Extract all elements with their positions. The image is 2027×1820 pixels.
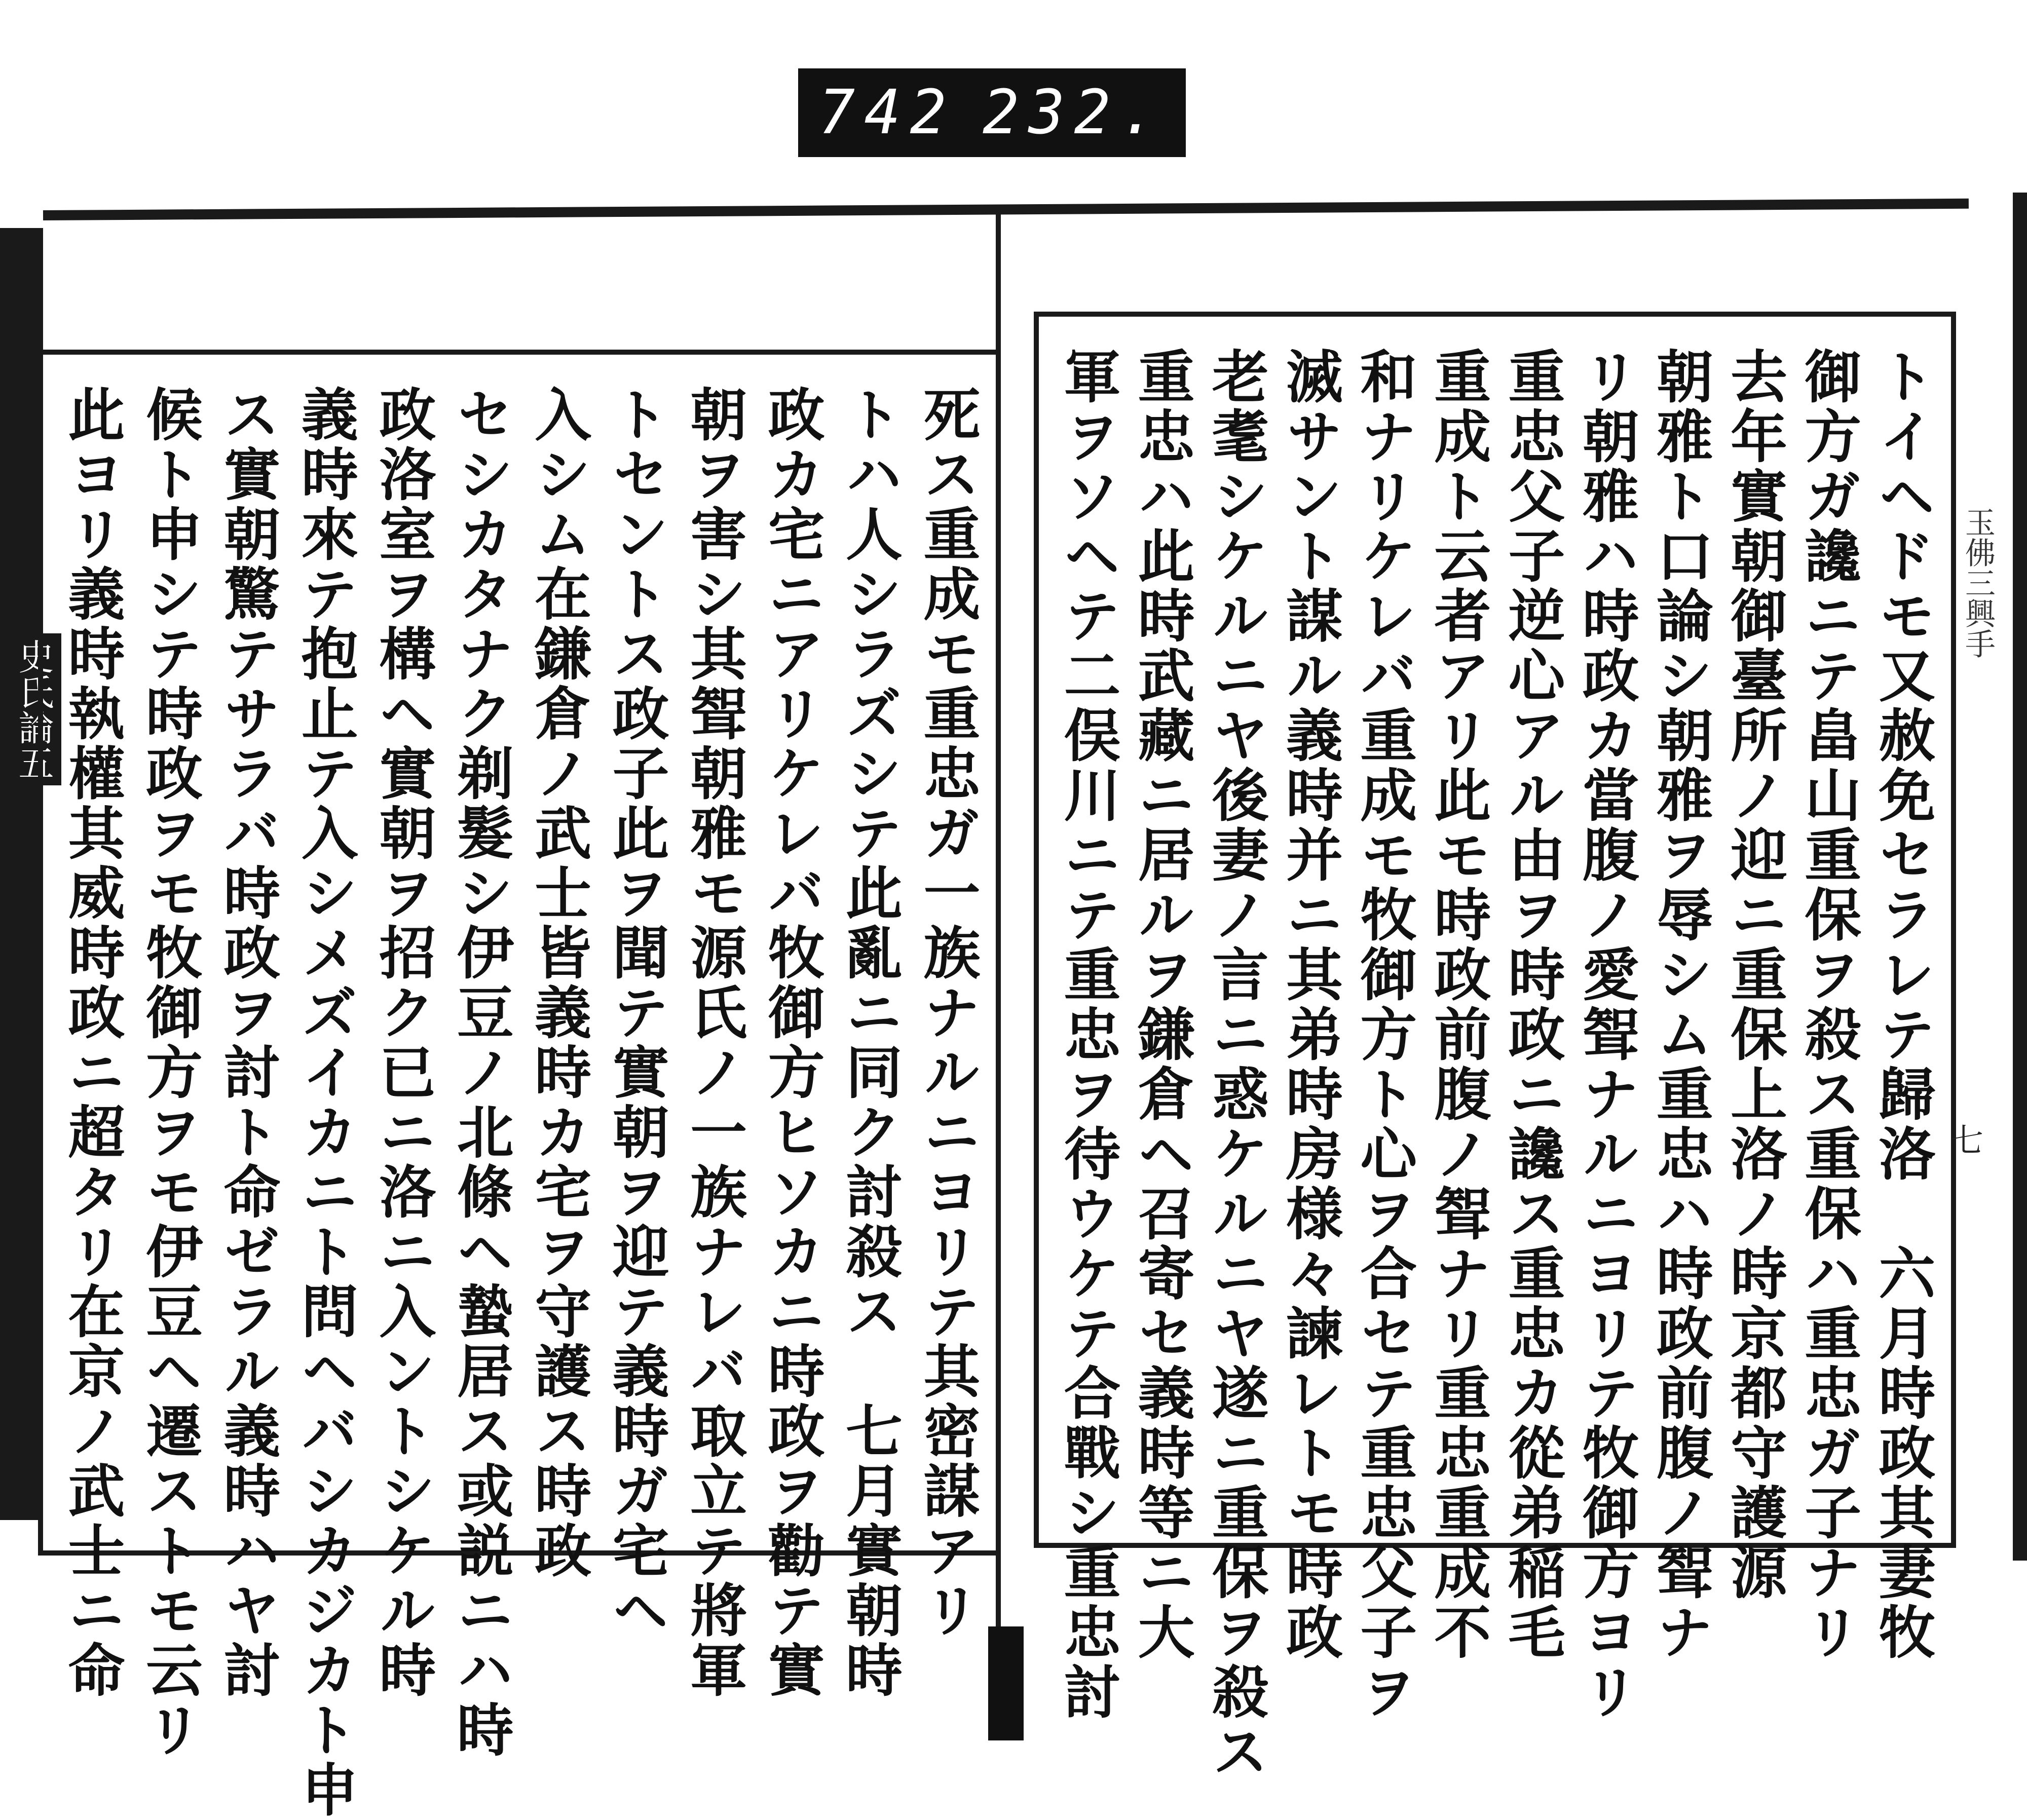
page-number: 七 [1951, 1122, 1983, 1160]
left-column-12: 此ヨリ義時執權其威時政ニ超タリ在京ノ武士ニ命 [59, 385, 125, 1700]
right-column-2: 御方ガ讒ニテ畠山重保ヲ殺ス重保ハ重忠ガ子ナリ [1795, 347, 1862, 1662]
left-column-5: トセントス政子此ヲ聞テ實朝ヲ迎テ義時ガ宅ヘ [603, 385, 670, 1641]
left-column-4: 朝ヲ害シ其聟朝雅モ源氏ノ一族ナレバ取立テ將軍 [681, 385, 747, 1700]
right-page-text [1055, 347, 1936, 1782]
right-column-8: 和ナリケレバ重成モ牧御方ト心ヲ合セテ重忠父子ヲ [1350, 347, 1417, 1722]
right-column-10: 老耄シケルニヤ後妻ノ言ニ惑ケルニヤ遂ニ重保ヲ殺ス [1203, 347, 1269, 1782]
left-page-text [59, 385, 981, 1820]
scanner-edge-left [0, 228, 43, 1520]
right-column-4: 朝雅ト口論シ朝雅ヲ辱シム重忠ハ時政前腹ノ聟ナ [1647, 347, 1714, 1662]
right-column-7: 重成ト云者アリ此モ時政前腹ノ聟ナリ重忠重成不 [1424, 347, 1491, 1662]
left-column-9: 義時來テ抱止テ入シメズイカニト問ヘバシカジカト申 [292, 385, 359, 1820]
book-spine [996, 213, 1001, 1740]
right-column-9: 滅サント謀ル義時并ニ其弟時房様々諫レトモ時政 [1277, 347, 1343, 1662]
top-rule [43, 199, 1969, 220]
right-column-11: 重忠ハ此時武藏ニ居ルヲ鎌倉ヘ召寄セ義時等ニ大 [1129, 347, 1195, 1662]
right-column-12: 軍ヲソヘテ二俣川ニテ重忠ヲ待ウケテ合戰シ重忠討 [1055, 347, 1121, 1722]
left-page [38, 350, 1001, 1820]
right-margin-note: 玉佛三興手 [1960, 507, 1996, 659]
left-column-2: トハ人シラズシテ此亂ニ同ク討殺ス 七月實朝時 [836, 385, 903, 1700]
right-column-1: トイヘドモ又赦免セラレテ歸洛 六月時政其妻牧 [1869, 347, 1936, 1662]
left-column-6: 入シム在鎌倉ノ武士皆義時カ宅ヲ守護ス時政 [525, 385, 592, 1581]
right-column-6: 重忠父子逆心アル由ヲ時政ニ讒ス重忠カ從弟稲毛 [1499, 347, 1566, 1662]
archive-label [798, 68, 1186, 157]
archive-number-left: 742 [818, 78, 956, 148]
left-margin-text: 史氏論五 [6, 633, 61, 785]
left-column-7: セシカタナク剃髮シ伊豆ノ北條ヘ蟄居ス或説ニハ時 [447, 385, 514, 1760]
spine-shadow [988, 1626, 1024, 1740]
left-column-1: 死ス重成モ重忠ガ一族ナルニヨリテ其密謀アリ [914, 385, 981, 1641]
right-column-5: リ朝雅ハ時政カ當腹ノ愛聟ナルニヨリテ牧御方ヨリ [1573, 347, 1640, 1722]
right-column-3: 去年實朝御臺所ノ迎ニ重保上洛ノ時京都守護源 [1721, 347, 1788, 1603]
left-column-11: 候ト申シテ時政ヲモ牧御方ヲモ伊豆ヘ遷ストモ云リ [136, 385, 203, 1760]
right-page [1034, 312, 1956, 1782]
archive-number-right: 232. [983, 78, 1166, 148]
scanner-edge-right [2013, 193, 2027, 1561]
left-column-10: ス實朝驚テサラバ時政ヲ討ト命ゼラル義時ハヤ討 [214, 385, 281, 1700]
left-column-3: 政カ宅ニアリケレバ牧御方ヒソカニ時政ヲ勸テ實 [759, 385, 825, 1700]
left-column-8: 政洛室ヲ構ヘ實朝ヲ招ク已ニ洛ニ入ントシケル時 [369, 385, 436, 1700]
